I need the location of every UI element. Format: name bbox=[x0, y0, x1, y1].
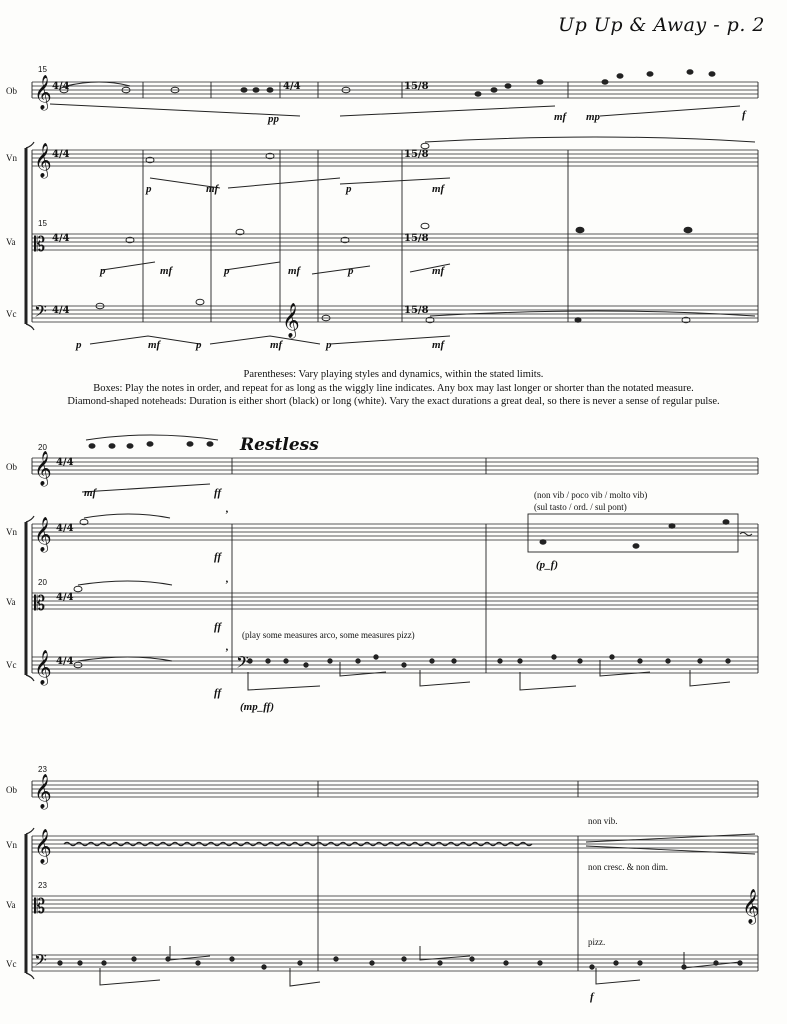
viola-label: Va bbox=[6, 237, 16, 247]
playing-instruction: non vib. bbox=[588, 816, 618, 826]
dynamic-marking: mf bbox=[84, 487, 97, 499]
dynamic-marking: mf bbox=[160, 265, 173, 277]
time-signature: 4/4 bbox=[283, 81, 301, 92]
time-signature: 4/4 bbox=[52, 305, 70, 316]
time-signature: 15/8 bbox=[404, 81, 429, 92]
viola-label: Va bbox=[6, 597, 16, 607]
staff-cello-3 bbox=[32, 955, 758, 971]
svg-text:𝄞: 𝄞 bbox=[34, 451, 52, 486]
time-signature: 15/8 bbox=[404, 233, 429, 244]
staff-oboe-2 bbox=[32, 458, 758, 474]
svg-text:15: 15 bbox=[38, 219, 47, 228]
time-signature: 4/4 bbox=[56, 523, 74, 534]
staff-oboe-3 bbox=[32, 781, 758, 797]
staff-violin-3 bbox=[32, 836, 758, 852]
barlines-3 bbox=[32, 781, 758, 971]
staff-oboe-1 bbox=[32, 82, 758, 98]
note-boxes: Boxes: Play the notes in order, and repeat for as long as the wiggly line indicates. Any box may last longer or shorter than the notated measure. bbox=[93, 382, 694, 394]
oboe-label: Ob bbox=[6, 86, 17, 96]
svg-text:23: 23 bbox=[38, 881, 47, 890]
box-instruction: (non vib / poco vib / molto vib) bbox=[534, 490, 648, 500]
oboe-label: Ob bbox=[6, 785, 17, 795]
svg-text:𝄢: 𝄢 bbox=[34, 950, 47, 974]
notes-oboe-1 bbox=[50, 70, 740, 116]
system-3-labels bbox=[6, 785, 668, 1003]
cello-label: Vc bbox=[6, 959, 17, 969]
svg-text:𝄞: 𝄞 bbox=[34, 143, 52, 178]
oboe-label: Ob bbox=[6, 462, 17, 472]
svg-text:𝄞: 𝄞 bbox=[34, 650, 52, 685]
dynamic-marking: mf bbox=[148, 339, 161, 351]
svg-text:𝄢: 𝄢 bbox=[34, 301, 47, 325]
svg-text:𝄡: 𝄡 bbox=[34, 232, 46, 256]
svg-text:23: 23 bbox=[38, 765, 47, 774]
svg-text:,: , bbox=[226, 503, 229, 515]
dynamic-marking: mp bbox=[586, 111, 601, 123]
system-1 bbox=[26, 65, 758, 344]
cello-label: Vc bbox=[6, 660, 17, 670]
dynamic-marking: mf bbox=[288, 265, 301, 277]
dynamic-marking: p bbox=[76, 339, 82, 351]
svg-text:𝄡: 𝄡 bbox=[34, 894, 46, 918]
playing-instruction: non cresc. & non dim. bbox=[588, 862, 668, 872]
dynamic-marking: f bbox=[590, 991, 594, 1003]
time-signature: 4/4 bbox=[52, 233, 70, 244]
dynamic-range: (p_f) bbox=[536, 559, 558, 571]
svg-text:20: 20 bbox=[38, 578, 47, 587]
dynamic-marking: p bbox=[348, 265, 354, 277]
performance-notes bbox=[0, 368, 787, 409]
staff-viola-1 bbox=[32, 234, 758, 250]
notes-system-2 bbox=[74, 435, 730, 690]
time-signature: 4/4 bbox=[56, 592, 74, 603]
page-title: Up Up & Away - p. 2 bbox=[558, 14, 765, 36]
svg-text:𝄞: 𝄞 bbox=[34, 774, 52, 809]
svg-text:𝄞: 𝄞 bbox=[34, 517, 52, 552]
svg-text:𝄢: 𝄢 bbox=[236, 652, 249, 676]
dynamic-marking: ff bbox=[214, 487, 222, 499]
dynamic-marking: mf bbox=[554, 111, 567, 123]
dynamic-marking: p bbox=[146, 183, 152, 195]
svg-text:𝄞: 𝄞 bbox=[34, 75, 52, 110]
tempo-marking: Restless bbox=[240, 435, 319, 455]
svg-text:𝄞: 𝄞 bbox=[34, 829, 52, 864]
time-signature: 4/4 bbox=[52, 149, 70, 160]
dynamic-marking: p bbox=[224, 265, 230, 277]
system-3 bbox=[26, 765, 760, 986]
dynamic-marking: pp bbox=[268, 113, 279, 125]
dynamic-marking: ff bbox=[214, 687, 222, 699]
time-signature: 4/4 bbox=[56, 656, 74, 667]
barlines-1 bbox=[32, 82, 758, 322]
svg-text:20: 20 bbox=[38, 443, 47, 452]
violin-label: Vn bbox=[6, 153, 17, 163]
svg-text:,: , bbox=[226, 641, 229, 653]
time-signature: 15/8 bbox=[404, 149, 429, 160]
notes-system-3 bbox=[58, 946, 742, 986]
dynamic-marking: p bbox=[196, 339, 202, 351]
dynamic-marking: mf bbox=[270, 339, 283, 351]
time-signature: 4/4 bbox=[56, 457, 74, 468]
staff-cello-2 bbox=[32, 657, 758, 673]
dynamic-marking: mf bbox=[206, 183, 219, 195]
staff-violin-1 bbox=[32, 150, 758, 166]
dynamic-marking: mf bbox=[432, 265, 445, 277]
dynamic-marking: f bbox=[742, 109, 746, 121]
dynamic-marking: mf bbox=[432, 339, 445, 351]
staff-cello-1 bbox=[32, 306, 758, 322]
svg-text:15: 15 bbox=[38, 65, 47, 74]
cello-instruction: (play some measures arco, some measures pizz) bbox=[242, 630, 415, 640]
time-signature: 4/4 bbox=[52, 81, 70, 92]
playing-instruction: pizz. bbox=[588, 937, 606, 947]
note-diamond-noteheads: Diamond-shaped noteheads: Duration is either short (black) or long (white). Vary the exact durations a great deal, so there is never a sense of regular pulse. bbox=[67, 396, 720, 407]
violin-label: Vn bbox=[6, 840, 17, 850]
svg-text:,: , bbox=[226, 573, 229, 585]
dynamic-marking: p bbox=[346, 183, 352, 195]
svg-text:𝄞: 𝄞 bbox=[742, 889, 760, 924]
viola-label: Va bbox=[6, 900, 16, 910]
staff-viola-2 bbox=[32, 593, 758, 609]
box-instruction: (sul tasto / ord. / sul pont) bbox=[534, 502, 627, 512]
dynamic-range: (mp_ff) bbox=[240, 701, 275, 713]
dynamic-marking: ff bbox=[214, 621, 222, 633]
svg-text:𝄡: 𝄡 bbox=[34, 591, 46, 615]
dynamic-marking: p bbox=[326, 339, 332, 351]
dynamic-marking: p bbox=[100, 265, 106, 277]
dynamic-marking: mf bbox=[432, 183, 445, 195]
staff-violin-2 bbox=[32, 524, 758, 540]
barlines-2 bbox=[32, 458, 758, 673]
cello-label: Vc bbox=[6, 309, 17, 319]
violin-label: Vn bbox=[6, 527, 17, 537]
system-2 bbox=[26, 435, 758, 690]
note-parentheses: Parentheses: Vary playing styles and dynamics, within the stated limits. bbox=[243, 369, 544, 380]
svg-text:𝄞: 𝄞 bbox=[282, 303, 300, 338]
time-signature: 15/8 bbox=[404, 305, 429, 316]
system-1-labels bbox=[6, 81, 747, 351]
staff-viola-3 bbox=[32, 896, 758, 912]
system-2-labels bbox=[6, 435, 647, 713]
dynamic-marking: ff bbox=[214, 551, 222, 563]
